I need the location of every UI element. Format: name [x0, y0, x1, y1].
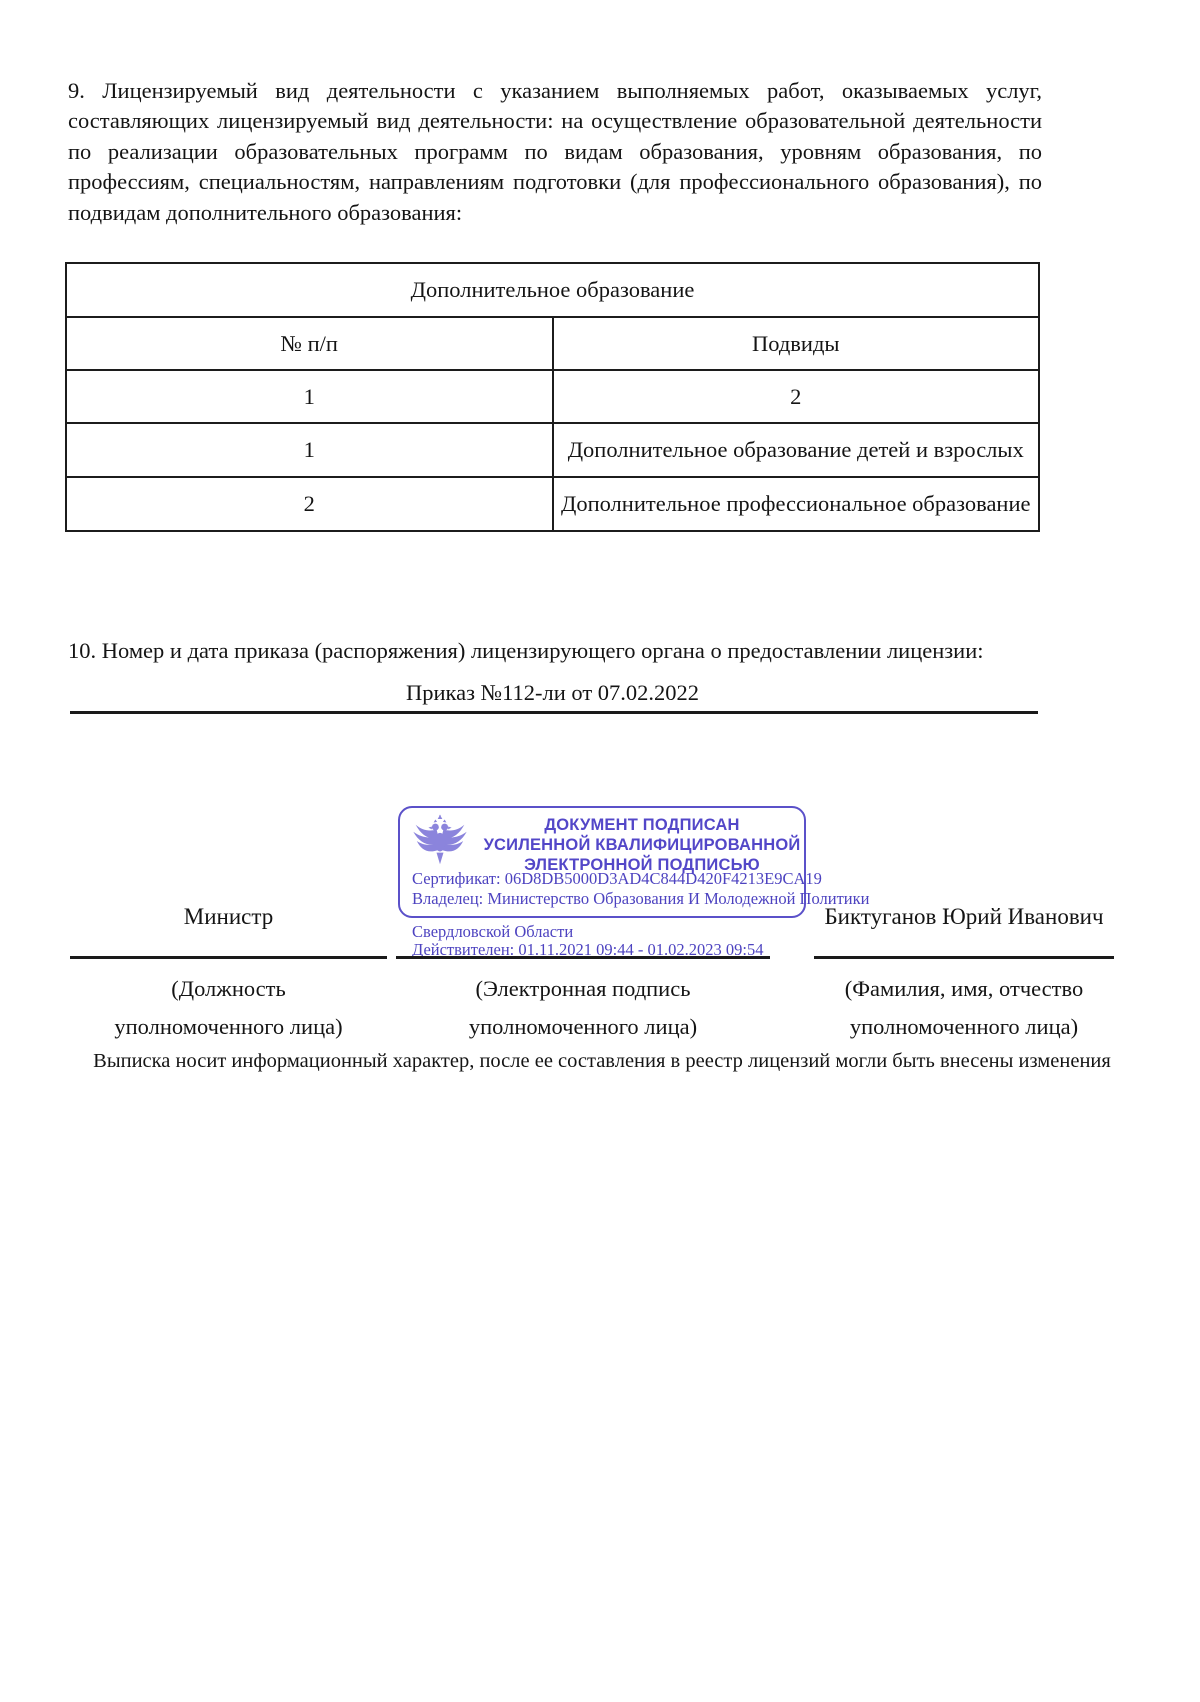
col-header-num: № п/п: [66, 317, 553, 370]
footer-note: Выписка носит информационный характер, после ее составления в реестр лицензий могли быть внесены изменения: [93, 1050, 1111, 1072]
subheader-cell-2: 2: [553, 370, 1040, 423]
owner-region-line: Свердловской Области: [412, 922, 574, 941]
caption-name-line2: уполномоченного лица): [849, 1014, 1079, 1039]
validity-line: Действителен: 01.11.2021 09:44 - 01.02.2023 09:54: [412, 940, 764, 959]
section-10-text: 10. Номер и дата приказа (распоряжения) лицензирующего органа о предоставлении лицензии:: [68, 638, 984, 663]
caption-position-line1: (Должность: [171, 976, 286, 1001]
owner-line: Владелец: Министерство Образования И Молодежной Политики: [412, 889, 870, 908]
col-header-subtypes: Подвиды: [553, 317, 1040, 370]
signature-line-esign: [396, 956, 770, 1046]
table-header-row: [66, 317, 1039, 370]
row-subtype: Дополнительное профессиональное образование: [553, 477, 1040, 531]
russian-coat-of-arms-icon: [410, 812, 470, 870]
signature-line-name: [814, 956, 1114, 1046]
certificate-line: Сертификат: 06D8DB5000D3AD4C844D420F4213E9CA19: [412, 869, 822, 888]
stamp-title-line1: ДОКУМЕНТ ПОДПИСАН: [544, 816, 740, 834]
section-9-text: 9. Лицензируемый вид деятельности с указанием выполняемых работ, оказываемых услуг, составляющих лицензируемый вид деятельности: на осуществление образовательной деятельности по реализации образовательных программ по видам образования, уровням образования, по профессиям, специальностям, направлениям подготовки (для профессионального образования), по подвидам дополнительного образования:: [68, 78, 1042, 225]
table-row: [66, 423, 1039, 477]
row-subtype: Дополнительное образование детей и взрослых: [553, 423, 1040, 477]
subheader-cell-1: 1: [66, 370, 553, 423]
signer-name: Биктуганов Юрий Иванович: [824, 904, 1104, 929]
row-number: 2: [66, 477, 553, 531]
signature-line-position: [70, 956, 387, 1046]
position-title: Министр: [183, 904, 274, 929]
order-reference: Приказ №112-ли от 07.02.2022: [405, 680, 700, 705]
separator-line: [70, 711, 1038, 714]
caption-esign-line2: уполномоченного лица): [468, 1014, 698, 1039]
caption-position-line2: уполномоченного лица): [114, 1014, 343, 1039]
stamp-title-line3: ЭЛЕКТРОННОЙ ПОДПИСЬЮ: [524, 856, 760, 874]
table-caption-row: [66, 263, 1039, 317]
row-number: 1: [66, 423, 553, 477]
stamp-title: [476, 815, 808, 875]
table-caption: Дополнительное образование: [66, 263, 1039, 317]
stamp-title-line2: УСИЛЕННОЙ КВАЛИФИЦИРОВАННОЙ: [483, 836, 801, 854]
table-row: [66, 477, 1039, 531]
caption-name-line1: (Фамилия, имя, отчество: [844, 976, 1084, 1001]
caption-esign-line1: (Электронная подпись: [475, 976, 691, 1001]
license-table: [65, 262, 1040, 532]
table-subheader-row: [66, 370, 1039, 423]
